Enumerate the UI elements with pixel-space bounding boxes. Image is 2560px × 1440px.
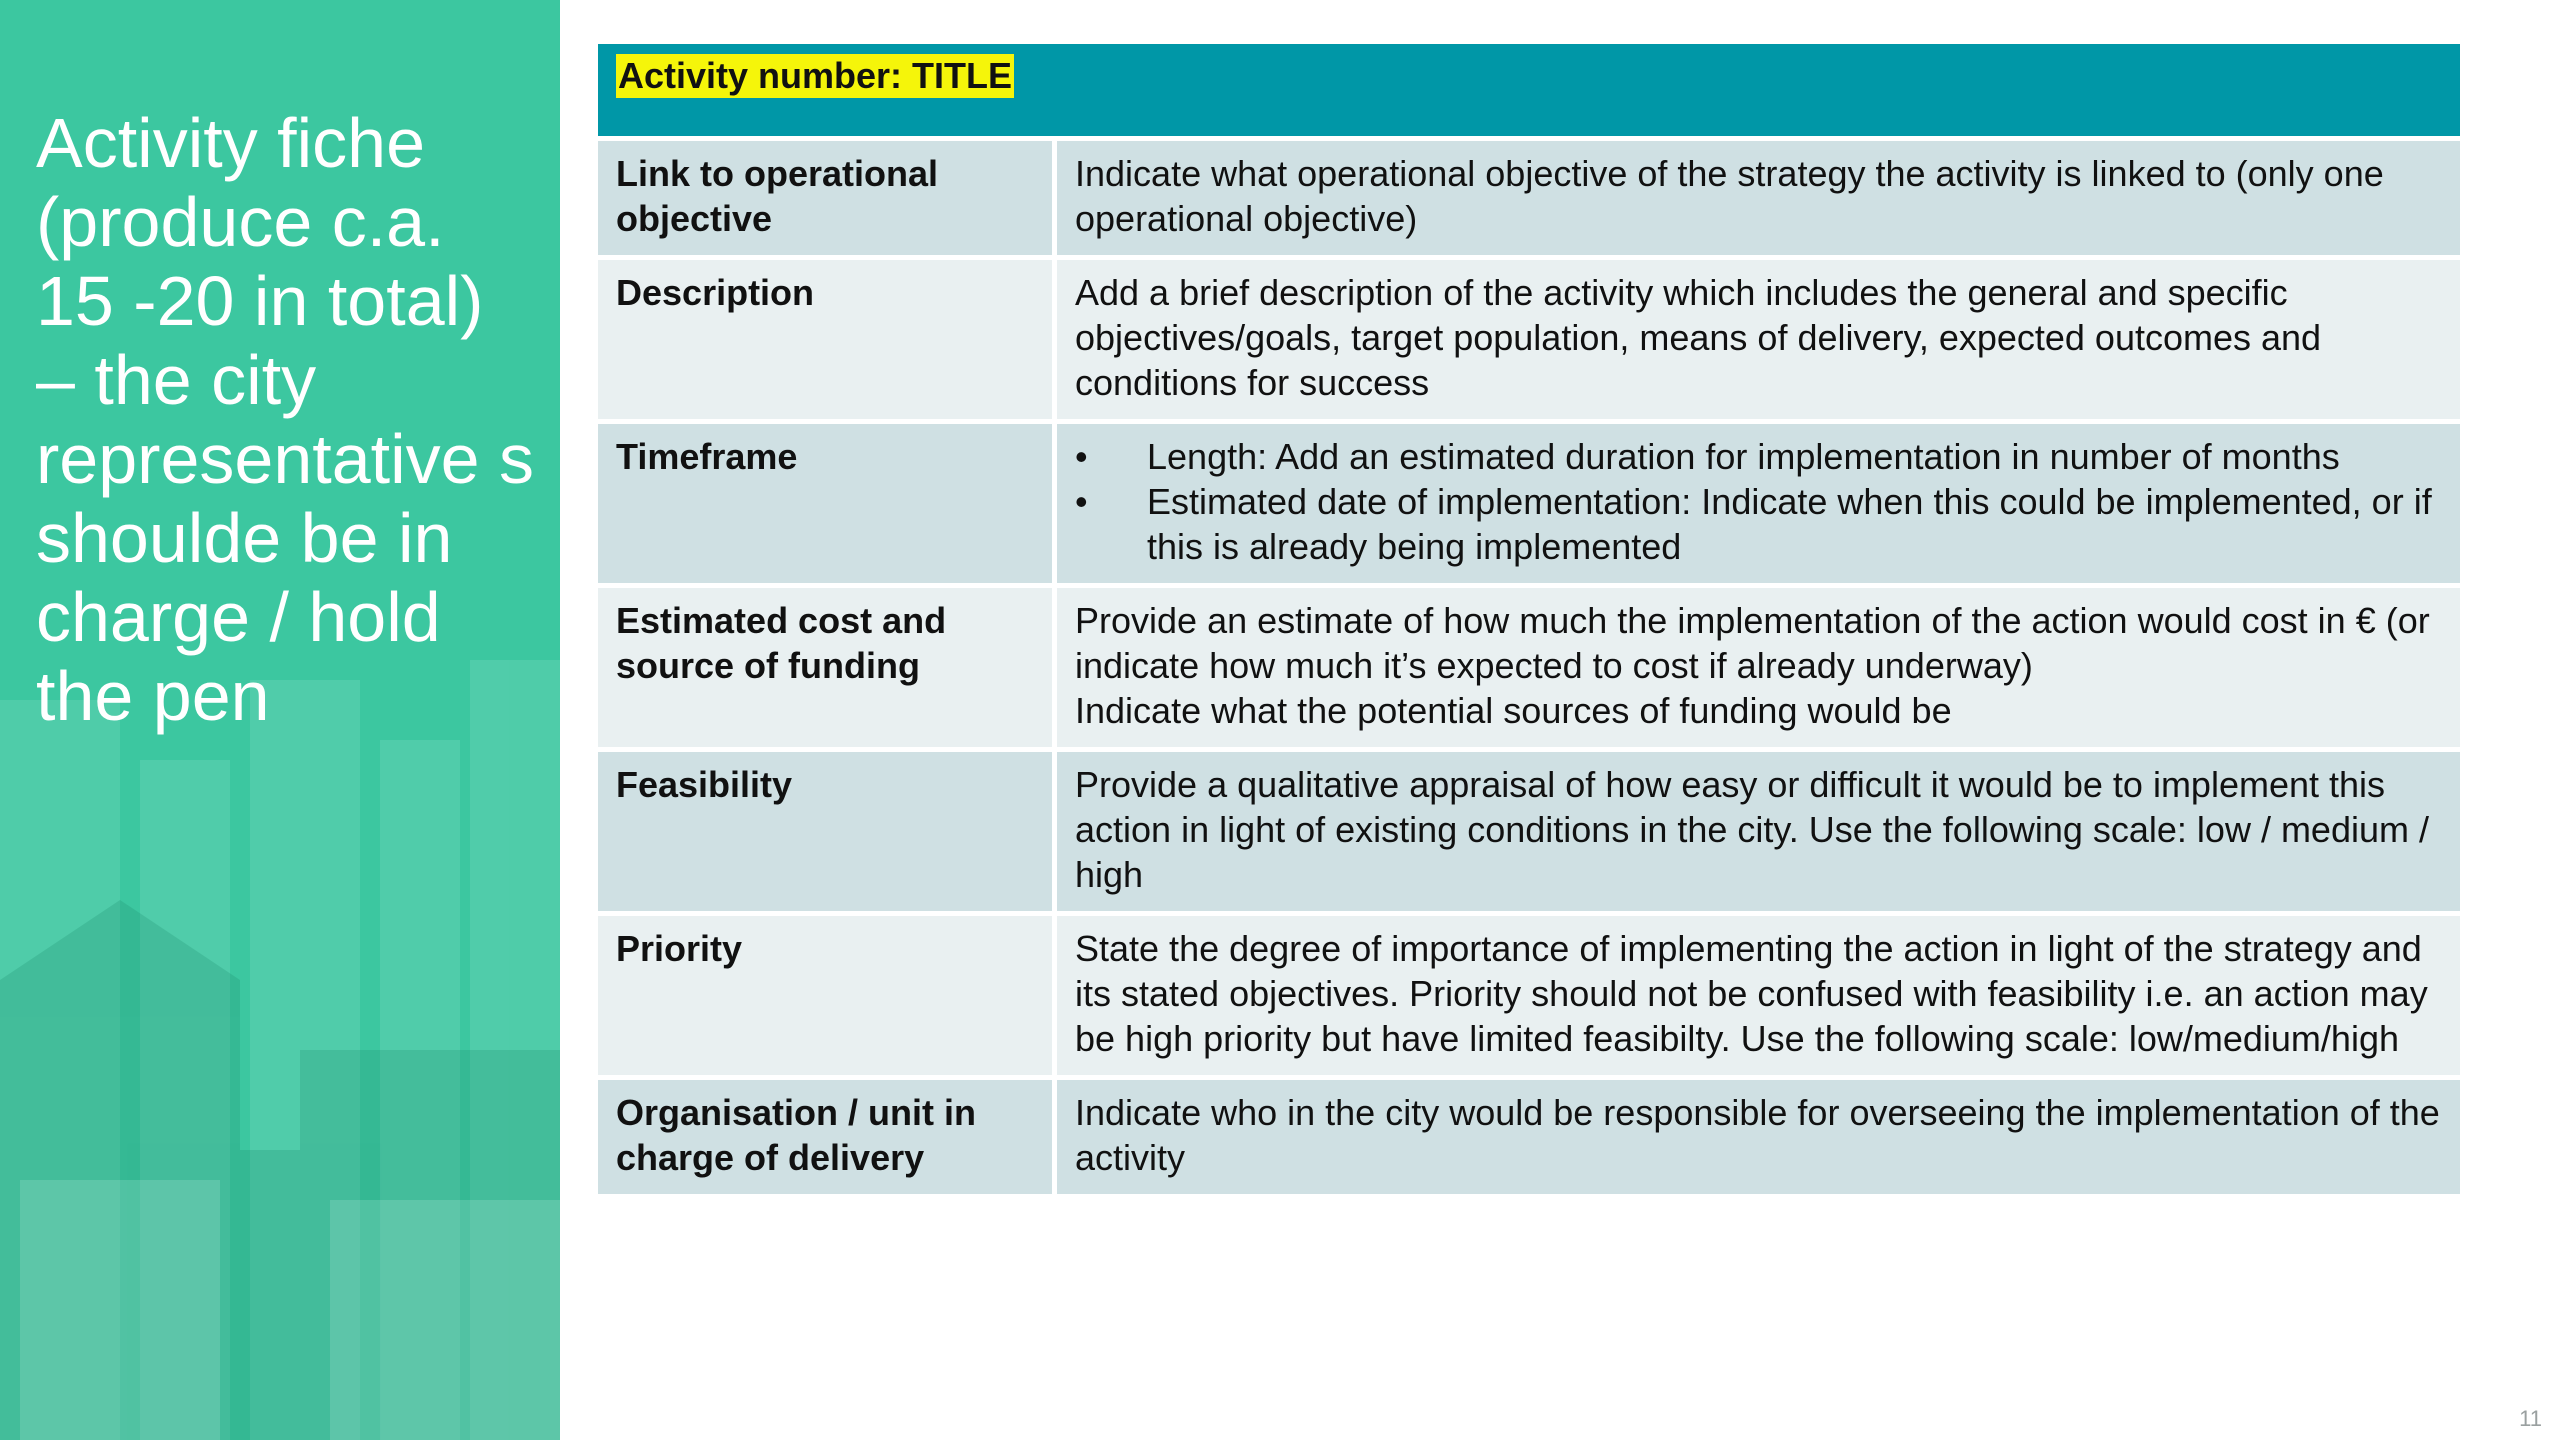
bullet-list [1075,434,2442,569]
table-row [598,1078,2460,1197]
row-label: Description [598,258,1055,422]
row-description [1055,422,2461,586]
row-label: Estimated cost and source of funding [598,586,1055,750]
row-label: Feasibility [598,750,1055,914]
row-description: State the degree of importance of implementing the action in light of the strategy and its stated objectives. Priority should not be confused with feasibility i.e. an action may be high priority but have limited feasibilty. Use the following scale: low/medium/high [1055,914,2461,1078]
table-row [598,914,2460,1078]
row-description [1055,586,2461,750]
row-description: Indicate who in the city would be responsible for overseeing the implementation of the activity [1055,1078,2461,1197]
table-row [598,750,2460,914]
table-row [598,258,2460,422]
bullet-item: • Length: Add an estimated duration for implementation in number of months [1075,434,2442,479]
row-description: Provide a qualitative appraisal of how easy or difficult it would be to implement this action in light of existing conditions in the city. Use the following scale: low / medium / high [1055,750,2461,914]
description-line: Indicate what the potential sources of funding would be [1075,690,1952,731]
table-row [598,141,2460,258]
sidebar-panel [0,0,560,1440]
bullet-item: • Estimated date of implementation: Indicate when this could be implemented, or if this is already being implemented [1075,479,2442,569]
row-description: Indicate what operational objective of the strategy the activity is linked to (only one operational objective) [1055,141,2461,258]
slide-title: Activity fiche (produce c.a. 15 -20 in total) – the city representative s shoulde be in charge / hold the pen [36,104,535,735]
page-number: 11 [2519,1406,2542,1431]
table-row [598,422,2460,586]
row-label: Priority [598,914,1055,1078]
row-description: Add a brief description of the activity which includes the general and specific objectives/goals, target population, means of delivery, expected outcomes and conditions for success [1055,258,2461,422]
activity-number-title: Activity number: TITLE [618,55,1013,96]
fiche-table [598,141,2460,1199]
row-label: Timeframe [598,422,1055,586]
row-label: Link to operational objective [598,141,1055,258]
table-header-bar [598,44,2460,141]
table-row [598,586,2460,750]
description-line: Provide an estimate of how much the implementation of the action would cost in € (or indicate how much it’s expected to cost if already underway) [1075,600,2430,686]
row-label: Organisation / unit in charge of delivery [598,1078,1055,1197]
activity-fiche-table [598,44,2460,1199]
